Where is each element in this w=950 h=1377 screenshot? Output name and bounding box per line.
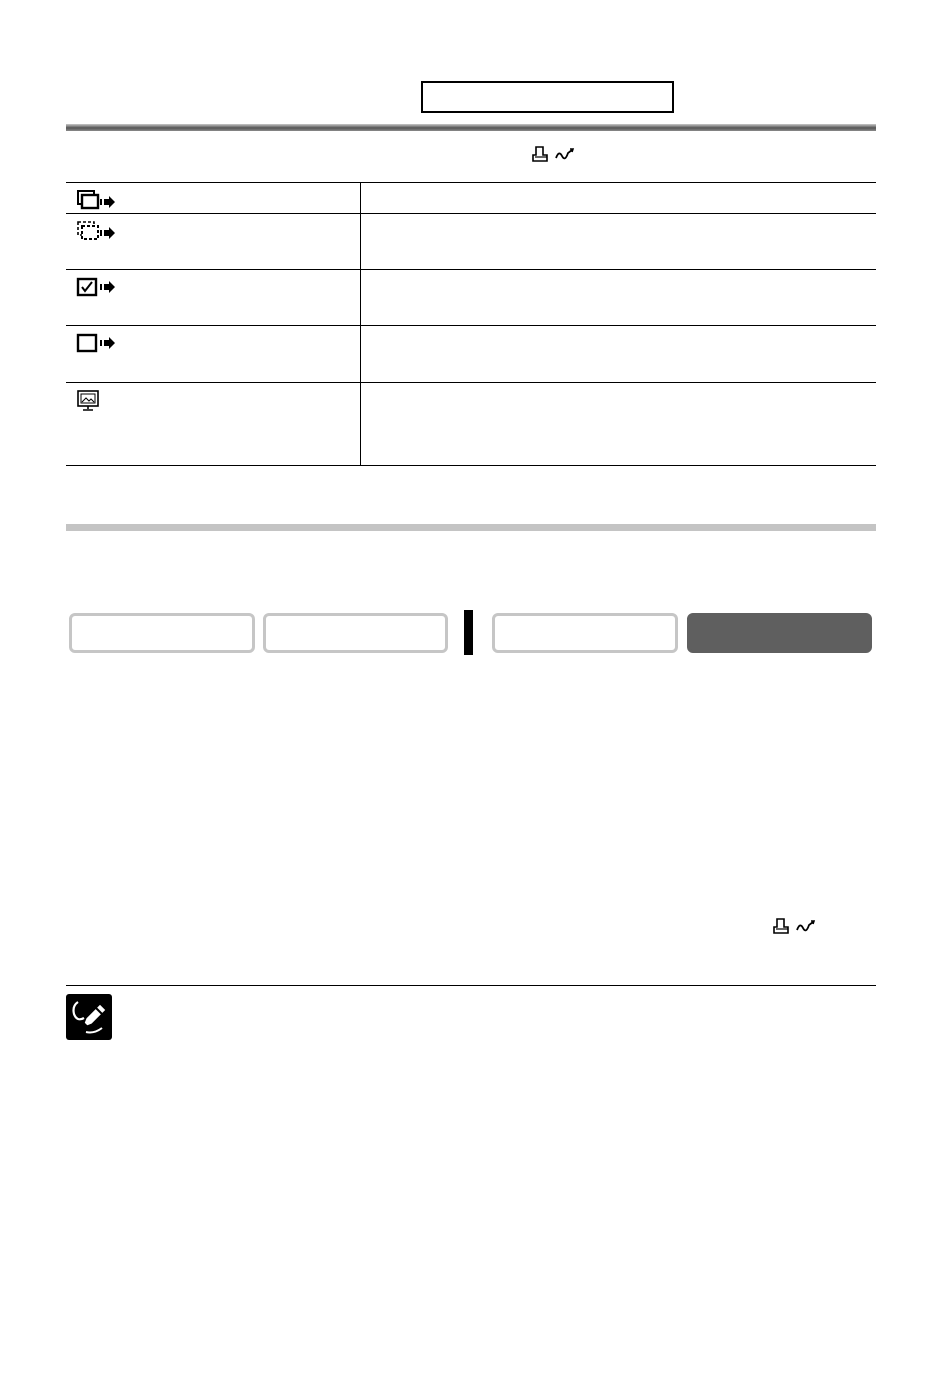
new-images-transfer-icon <box>76 220 116 242</box>
section-rule <box>66 524 876 531</box>
mode-tab-3 <box>492 613 678 653</box>
mode-tab-4-active <box>687 613 872 653</box>
mode-tab-1 <box>69 613 255 653</box>
mode-divider <box>464 610 473 655</box>
wallpaper-icon <box>76 389 116 413</box>
print-share-icon <box>532 144 578 164</box>
note-pencil-icon <box>66 994 112 1040</box>
row-description <box>360 383 876 466</box>
table-row <box>66 183 876 214</box>
row-description <box>360 326 876 383</box>
table-row <box>66 383 876 466</box>
row-description <box>360 270 876 326</box>
note-rule <box>66 985 876 986</box>
print-share-icon <box>773 916 819 936</box>
table-row <box>66 326 876 383</box>
table-row <box>66 270 876 326</box>
table-row <box>66 214 876 270</box>
row-description <box>360 183 876 214</box>
header-title-box <box>421 81 674 113</box>
manual-transfer-icon <box>76 332 116 354</box>
all-images-transfer-icon <box>76 189 116 211</box>
transfer-options-table <box>66 182 876 466</box>
mode-tab-2 <box>263 613 448 653</box>
header-rule <box>66 124 876 131</box>
transfer-orders-icon <box>76 276 116 298</box>
row-description <box>360 214 876 270</box>
